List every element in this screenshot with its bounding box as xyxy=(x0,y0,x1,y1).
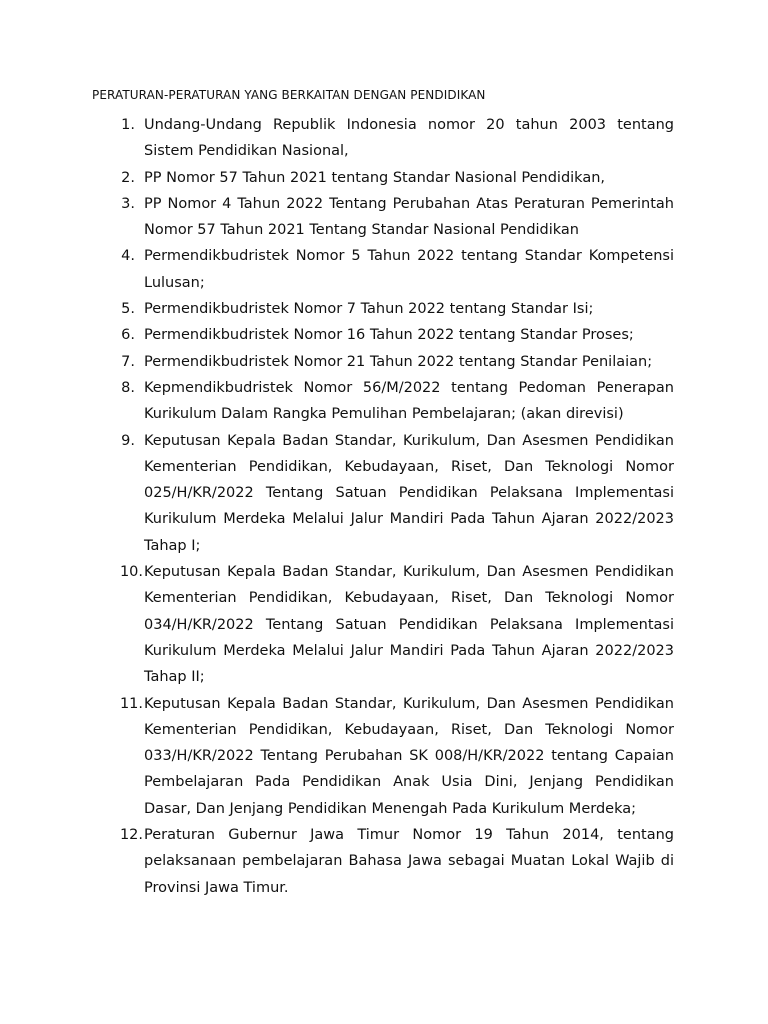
item-number: 8. xyxy=(121,379,135,396)
item-number: 6. xyxy=(121,327,135,344)
item-text: Keputusan Kepala Badan Standar, Kurikulum, Dan Asesmen Pendidikan Kementerian Pendidikan, Kebudayaan, Riset, Dan Teknologi Nomor 025/H/KR/2022 Tentang Satuan Pendidikan Pelaksana Implementasi Kurikulum Merdeka Melalui Jalur Mandiri Pada Tahun Ajaran 2022/2023 Tahap I; xyxy=(144,432,674,554)
list-item xyxy=(92,428,674,559)
item-text: PP Nomor 4 Tahun 2022 Tentang Perubahan Atas Peraturan Pemerintah Nomor 57 Tahun 2021 Tentang Standar Nasional Pendidikan xyxy=(144,195,674,239)
item-text: Kepmendikbudristek Nomor 56/M/2022 tentang Pedoman Penerapan Kurikulum Dalam Rangka Pemulihan Pembelajaran; (akan direvisi) xyxy=(144,379,674,423)
item-number: 9. xyxy=(121,432,135,449)
item-number: 11. xyxy=(119,695,143,712)
item-text: Permendikbudristek Nomor 5 Tahun 2022 tentang Standar Kompetensi Lulusan; xyxy=(144,248,674,291)
item-text: Keputusan Kepala Badan Standar, Kurikulum, Dan Asesmen Pendidikan Kementerian Pendidikan, Kebudayaan, Riset, Dan Teknologi Nomor 033/H/KR/2022 Tentang Perubahan SK 008/H/KR/2022 tentang Capaian Pembelajaran Pada Pendidikan Anak Usia Dini, Jenjang Pendidikan Dasar, Dan Jenjang Pendidikan Menengah Pada Kurikulum Merdeka; xyxy=(144,695,674,817)
item-number: 10. xyxy=(119,564,143,581)
item-text: PP Nomor 57 Tahun 2021 tentang Standar Nasional Pendidikan, xyxy=(144,169,605,186)
list-item xyxy=(92,243,674,296)
list-item xyxy=(92,375,674,428)
list-item xyxy=(92,691,674,822)
item-text: Permendikbudristek Nomor 21 Tahun 2022 tentang Standar Penilaian; xyxy=(144,353,653,370)
list-item xyxy=(92,322,674,348)
list-item xyxy=(92,559,674,690)
item-text: Undang-Undang Republik Indonesia nomor 20 tahun 2003 tentang Sistem Pendidikan Nasional, xyxy=(144,117,674,160)
item-number: 2. xyxy=(121,169,135,186)
list-item xyxy=(92,191,674,244)
list-item xyxy=(92,112,674,165)
item-text: Peraturan Gubernur Jawa Timur Nomor 19 Tahun 2014, tentang pelaksanaan pembelajaran Bahasa Jawa sebagai Muatan Lokal Wajib di Provinsi Jawa Timur. xyxy=(144,827,674,896)
item-text: Permendikbudristek Nomor 7 Tahun 2022 tentang Standar Isi; xyxy=(144,301,594,318)
item-number: 4. xyxy=(121,248,135,265)
item-text: Permendikbudristek Nomor 16 Tahun 2022 tentang Standar Proses; xyxy=(144,327,634,344)
list-item xyxy=(92,349,674,375)
item-number: 7. xyxy=(121,353,135,370)
item-number: 3. xyxy=(121,195,135,212)
document-title: PERATURAN-PERATURAN YANG BERKAITAN DENGAN PENDIDIKAN xyxy=(92,88,486,102)
item-text: Keputusan Kepala Badan Standar, Kurikulum, Dan Asesmen Pendidikan Kementerian Pendidikan, Kebudayaan, Riset, Dan Teknologi Nomor 034/H/KR/2022 Tentang Satuan Pendidikan Pelaksana Implementasi Kurikulum Merdeka Melalui Jalur Mandiri Pada Tahun Ajaran 2022/2023 Tahap II; xyxy=(144,564,674,686)
item-number: 1. xyxy=(121,117,135,133)
item-number: 5. xyxy=(121,301,135,318)
list-item xyxy=(92,822,674,901)
regulation-list xyxy=(92,112,674,901)
list-item xyxy=(92,296,674,322)
list-item xyxy=(92,165,674,191)
item-number: 12. xyxy=(119,827,143,844)
